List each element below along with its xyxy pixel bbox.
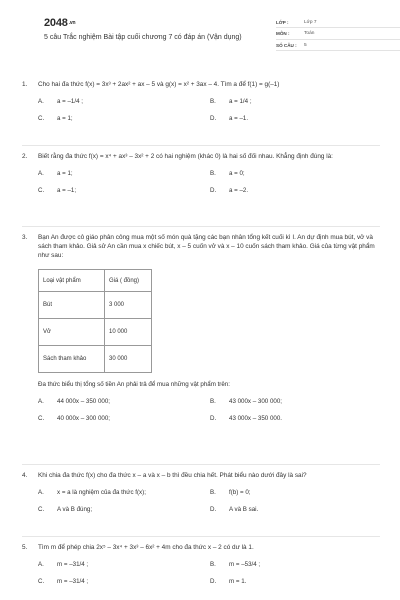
option-text: a = –2.	[229, 187, 249, 194]
option-d[interactable]	[194, 115, 366, 122]
option-b[interactable]	[194, 170, 366, 177]
option-letter: B.	[210, 170, 216, 177]
meta-value: Lớp 7	[304, 19, 317, 25]
logo-text: 2048	[44, 17, 68, 29]
option-letter: B.	[210, 489, 216, 496]
question-divider	[22, 226, 380, 227]
option-d[interactable]	[194, 578, 366, 585]
option-letter: C.	[38, 578, 45, 585]
option-text: 43 000x – 350 000.	[229, 415, 282, 422]
option-text: a = –1;	[57, 187, 77, 194]
table-header-cell: Giá ( đồng)	[105, 270, 152, 292]
option-a[interactable]	[22, 98, 194, 105]
question-text: Cho hai đa thức f(x) = 3x³ + 2ax² + ax – 5 và g(x) = x² + 3ax – 4. Tìm a để f(1) = g(–1)	[38, 81, 280, 88]
option-letter: D.	[210, 415, 217, 422]
question-divider	[22, 536, 380, 537]
question-followup-text: Đa thức biểu thị tổng số tiền An phải trả để mua những vật phẩm trên:	[38, 381, 230, 388]
option-letter: C.	[38, 115, 45, 122]
option-letter: C.	[38, 187, 45, 194]
table-header-cell: Loại vật phẩm	[39, 270, 105, 292]
option-a[interactable]	[22, 561, 194, 568]
option-c[interactable]	[22, 187, 194, 194]
meta-row-class	[276, 17, 400, 28]
option-letter: D.	[210, 506, 217, 513]
option-text: m = –31/4 ;	[57, 561, 89, 568]
meta-key: MÔN :	[276, 31, 290, 36]
answer-options	[22, 393, 380, 427]
option-letter: B.	[210, 561, 216, 568]
option-letter: D.	[210, 115, 217, 122]
option-text: m = –53/4 ;	[229, 561, 261, 568]
option-b[interactable]	[194, 98, 366, 105]
option-letter: B.	[210, 98, 216, 105]
option-text: f(b) = 0;	[229, 489, 251, 496]
option-text: a = –1/4 ;	[57, 98, 83, 105]
option-a[interactable]	[22, 398, 194, 405]
option-letter: B.	[210, 398, 216, 405]
option-b[interactable]	[194, 561, 366, 568]
question-divider	[22, 464, 380, 465]
meta-value: 5	[304, 42, 307, 48]
option-text: m = 1.	[229, 578, 247, 585]
logo-suffix: .vn	[68, 20, 76, 27]
question-number: 5.	[22, 544, 28, 551]
table-cell: Bút	[39, 292, 105, 319]
answer-options	[22, 556, 380, 590]
option-text: a = 1;	[57, 115, 73, 122]
option-letter: D.	[210, 578, 217, 585]
question-text: Tìm m để phép chia 2x⁵ – 3x⁴ + 3x³ – 6x² + 4m cho đa thức x – 2 có dư là 1.	[38, 544, 254, 551]
option-text: a = 0;	[229, 170, 245, 177]
meta-row-count	[276, 40, 400, 51]
option-d[interactable]	[194, 187, 366, 194]
question-5	[22, 543, 380, 590]
meta-key: SỐ CÂU :	[276, 42, 297, 48]
table-row	[39, 346, 152, 373]
option-letter: A.	[38, 170, 44, 177]
question-text: Khi chia đa thức f(x) cho đa thức x – a và x – b thì đều chia hết. Phát biểu nào dưới đây là sai?	[38, 472, 307, 479]
table-row	[39, 319, 152, 346]
option-text: A và B đúng;	[57, 506, 93, 513]
option-letter: D.	[210, 187, 217, 194]
option-text: m = –31/4 ;	[57, 578, 89, 585]
option-text: A và B sai.	[229, 506, 259, 513]
option-text: a = –1.	[229, 115, 249, 122]
option-d[interactable]	[194, 415, 366, 422]
table-cell: 30 000	[105, 346, 152, 373]
option-text: 44 000x – 350 000;	[57, 398, 110, 405]
question-1	[22, 80, 380, 127]
option-letter: C.	[38, 506, 45, 513]
site-logo[interactable]	[44, 17, 75, 29]
table-cell: Sách tham khảo	[39, 346, 105, 373]
option-letter: A.	[38, 98, 44, 105]
option-letter: C.	[38, 415, 45, 422]
question-text: Bạn An được cô giáo phân công mua một số món quà tặng các bạn nhân tổng kết cuối kì I. An dự định mua bút, vở và sách tham khảo. Giả sử An cần mua x chiếc bút, x – 5 cuốn vở và x – 10 cuốn sách tham khảo. Giá của từng vật phẩm như sau:	[38, 234, 375, 259]
meta-value: Toán	[304, 31, 315, 36]
answer-options	[22, 165, 380, 199]
question-number: 1.	[22, 81, 28, 88]
question-number: 3.	[22, 234, 28, 241]
document-title: 5 câu Trắc nghiệm Bài tập cuối chương 7 có đáp án (Vận dụng)	[44, 34, 242, 41]
meta-panel	[276, 17, 400, 52]
answer-options	[22, 93, 380, 127]
option-b[interactable]	[194, 398, 366, 405]
question-4	[22, 471, 380, 518]
question-2	[22, 152, 380, 199]
option-c[interactable]	[22, 506, 194, 513]
question-text: Biết rằng đa thức f(x) = x⁴ + ax³ – 3x² + 2 có hai nghiệm (khác 0) là hai số đối nhau. Khẳng định đúng là:	[38, 153, 333, 160]
table-cell: 3 000	[105, 292, 152, 319]
question-divider	[22, 145, 380, 146]
option-d[interactable]	[194, 506, 366, 513]
document-header	[22, 0, 380, 62]
option-b[interactable]	[194, 489, 366, 496]
option-letter: A.	[38, 561, 44, 568]
option-a[interactable]	[22, 170, 194, 177]
option-text: x = a là nghiệm của đa thức f(x);	[57, 489, 146, 496]
option-c[interactable]	[22, 578, 194, 585]
option-c[interactable]	[22, 415, 194, 422]
option-text: 43 000x – 300 000;	[229, 398, 282, 405]
table-header-row	[39, 270, 152, 292]
option-text: a = 1;	[57, 170, 73, 177]
answer-options	[22, 484, 380, 518]
option-letter: A.	[38, 489, 44, 496]
option-c[interactable]	[22, 115, 194, 122]
table-cell: 10 000	[105, 319, 152, 346]
question-3	[22, 233, 380, 427]
option-letter: A.	[38, 398, 44, 405]
option-text: a = 1/4 ;	[229, 98, 252, 105]
table-row	[39, 292, 152, 319]
meta-row-subject	[276, 29, 400, 40]
question-number: 4.	[22, 472, 28, 479]
question-number: 2.	[22, 153, 28, 160]
price-table	[38, 269, 152, 373]
option-a[interactable]	[22, 489, 194, 496]
table-cell: Vở	[39, 319, 105, 346]
meta-key: LỚP :	[276, 19, 289, 25]
option-text: 40 000x – 300 000;	[57, 415, 110, 422]
